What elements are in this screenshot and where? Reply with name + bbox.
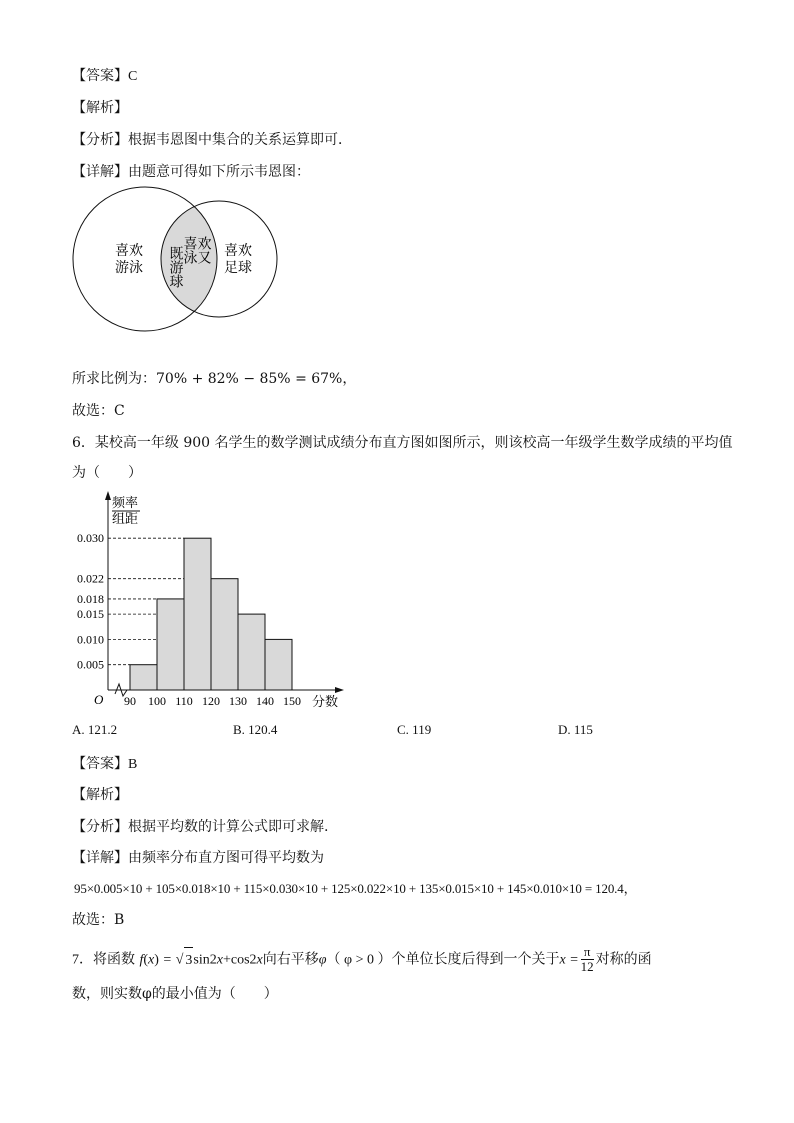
y-tick-label: 0.018: [77, 591, 104, 606]
q7-text-4: 对称的函: [595, 951, 652, 968]
origin-label: O: [94, 692, 104, 707]
x-tick-label: 140: [256, 694, 274, 708]
x-tick-label: 130: [229, 694, 247, 708]
fenxi-text: 根据平均数的计算公式即可求解.: [128, 819, 329, 835]
q7-f: f: [139, 952, 144, 968]
y-tick-label: 0.010: [77, 632, 104, 647]
option-d: D. 115: [558, 722, 593, 737]
xiangjie-tag: 【详解】: [72, 850, 128, 866]
y-tick-label: 0.015: [77, 607, 104, 622]
q7-pi: π: [581, 945, 594, 960]
q7-eq: =: [163, 952, 172, 968]
xiangjie-tag: 【详解】: [72, 164, 128, 180]
q7-twelve: 12: [580, 959, 594, 974]
q7-text-2: 向右平移: [262, 951, 319, 968]
q7-sqrt3: 3: [184, 947, 193, 974]
q7-cos: +cos2: [222, 952, 257, 968]
y-tick-label: 0.005: [77, 657, 104, 672]
answer-tag: 【答案】: [72, 756, 128, 772]
option-b: B. 120.4: [233, 722, 278, 737]
q5-ratio: 所求比例为：70% + 82% − 85% = 67%，: [72, 371, 357, 387]
y-tick-label: 0.022: [77, 571, 104, 586]
q7-fraction: [581, 945, 594, 974]
q7-phi: φ: [318, 952, 327, 968]
q7-text-1: 将函数: [93, 951, 135, 968]
histogram-bar-120-130: [211, 579, 238, 690]
fenxi-text: 根据韦恩图中集合的关系运算即可．: [128, 132, 352, 148]
venn-mid-col-1: 既游球: [167, 246, 183, 288]
q6-xiangjie-line: [72, 848, 324, 868]
x-tick-label: 110: [175, 694, 193, 708]
q7-line-1: 7．将函数 f(x) = √ 3sin2x+cos2x向右平移φ（ φ > 0 ）个单位长度后得到一个关于x = $\frac{\pi}{12}$ 对称的函: [72, 944, 652, 974]
answer-tag: 【答案】: [72, 68, 128, 84]
q7-x: x: [148, 952, 155, 968]
venn-right-label-1: 喜欢: [224, 244, 252, 259]
venn-right-label-2: 足球: [224, 261, 252, 276]
q6-choose: 故选：B: [72, 912, 125, 928]
venn-mid-col-2: 喜泳: [181, 236, 197, 264]
q6-stem-1: 6．某校高一年级 900 名学生的数学测试成绩分布直方图如图所示，则该校高一年级学生数学成绩的平均值: [72, 435, 733, 451]
venn-left-label-1: 喜欢: [115, 244, 143, 259]
fenxi-tag: 【分析】: [72, 132, 128, 148]
x-tick-label: 150: [283, 694, 301, 708]
q7-number: 7．: [72, 952, 93, 968]
q7-sin: sin2: [193, 952, 217, 968]
y-label-top: 频率: [112, 495, 139, 510]
fenxi-tag: 【分析】: [72, 819, 128, 835]
q6-answer-line: [72, 754, 137, 775]
histogram-bar-100-110: [157, 599, 184, 690]
q5-choose: 故选：C: [72, 403, 125, 419]
q7-text-3: 个单位长度后得到一个关于: [391, 951, 560, 968]
option-a: A. 121.2: [72, 722, 118, 737]
option-c: C. 119: [397, 722, 432, 737]
q7-cond: （ φ > 0 ）: [326, 952, 392, 968]
answer-value: C: [128, 69, 138, 84]
q5-analysis-tag: 【解析】: [72, 100, 128, 116]
histogram-bar-110-120: [184, 538, 211, 690]
answer-value: B: [128, 757, 138, 772]
histogram-bar-130-140: [238, 614, 265, 690]
venn-mid-col-3: 欢又: [195, 236, 211, 264]
q7-line-2: 数，则实数φ的最小值为（ ）: [72, 986, 278, 1002]
xiangjie-text: 由题意可得如下所示韦恩图：: [128, 164, 310, 180]
q6-analysis-tag: 【解析】: [72, 787, 128, 803]
y-axis-arrow: [105, 491, 111, 500]
q6-formula: 95×0.005×10 + 105×0.018×10 + 115×0.030×10 + 125×0.022×10 + 135×0.015×10 + 145×0.010×10 = 120.4，: [74, 881, 637, 896]
y-tick-label: 0.030: [77, 531, 104, 546]
x-tick-label: 100: [148, 694, 166, 708]
venn-left-label-2: 游泳: [115, 261, 143, 276]
histogram-bar-90-100: [130, 665, 157, 690]
q6-stem-2: 为（ ）: [72, 465, 142, 481]
histogram-bar-140-150: [265, 639, 292, 690]
x-tick-label: 120: [202, 694, 220, 708]
q7-xeq: x =: [559, 952, 579, 968]
y-label-bottom: 组距: [112, 511, 139, 526]
x-axis-label: 分数: [312, 694, 339, 709]
x-axis-arrow: [335, 687, 344, 693]
xiangjie-text: 由频率分布直方图可得平均数为: [128, 850, 324, 866]
x-tick-label: 90: [124, 694, 136, 708]
q6-fenxi-line: [72, 817, 328, 837]
